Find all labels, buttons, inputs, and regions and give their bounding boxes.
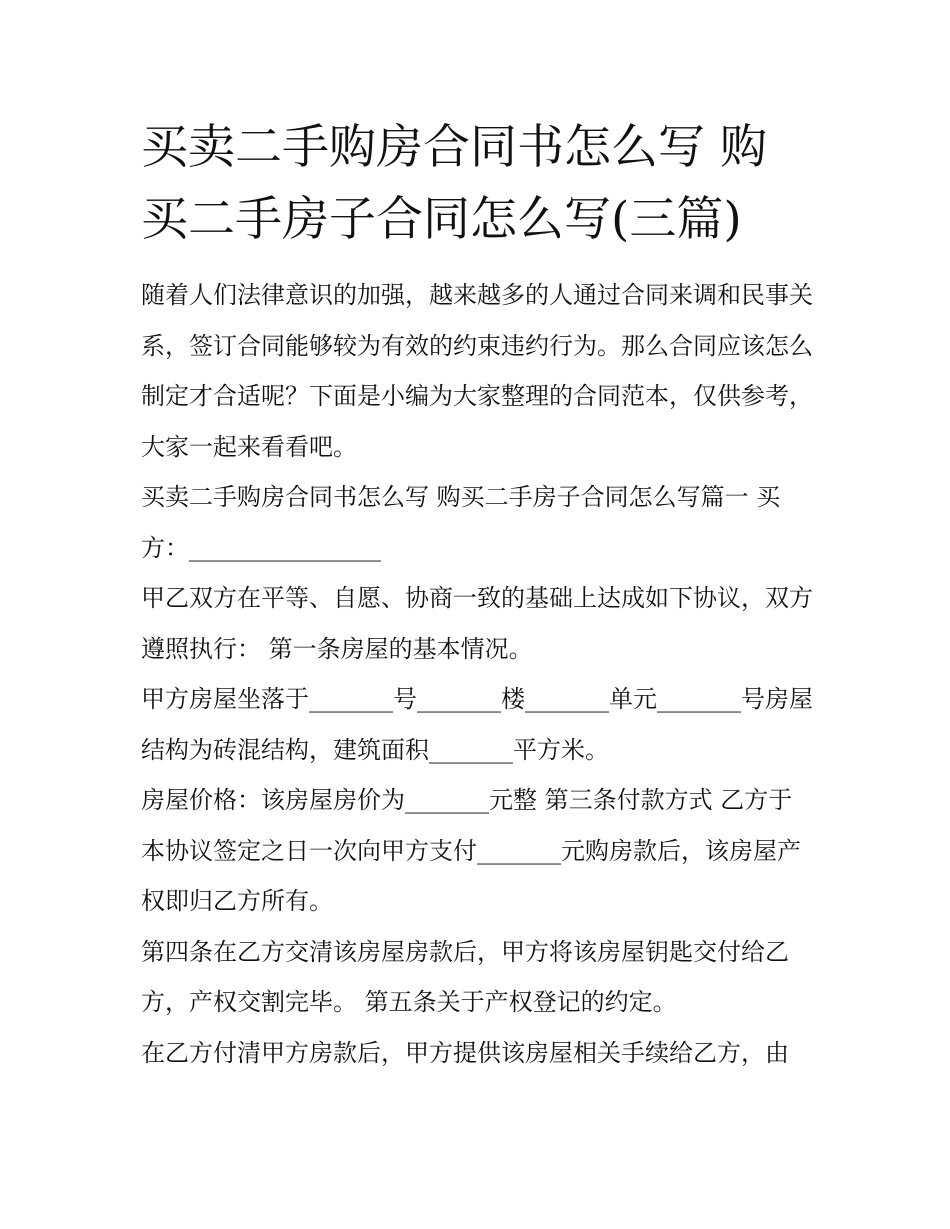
house-location-paragraph: 甲方房屋坐落于_______号_______楼_______单元_______号房屋结构为砖混结构，建筑面积_______平方米。 [141, 685, 813, 764]
key-handover-paragraph: 第四条在乙方交清该房屋房款后，甲方将该房屋钥匙交付给乙方，产权交割完毕。 第五条关于产权登记的约定。 [141, 937, 789, 1016]
agreement-paragraph: 甲乙双方在平等、自愿、协商一致的基础上达成如下协议，双方遵照执行： 第一条房屋的基本情况。 [141, 584, 813, 663]
price-payment-paragraph: 房屋价格：该房屋房价为_______元整 第三条付款方式 乙方于本协议签定之日一次向甲方支付_______元购房款后，该房屋产权即归乙方所有。 [141, 786, 801, 915]
document-title: 买卖二手购房合同书怎么写 购买二手房子合同怎么写(三篇) [141, 120, 767, 247]
intro-paragraph: 随着人们法律意识的加强，越来越多的人通过合同来调和民事关系，签订合同能够较为有效的约束违约行为。那么合同应该怎么制定才合适呢？下面是小编为大家整理的合同范本，仅供参考，大家一起来看看吧。 [141, 281, 813, 461]
registration-paragraph: 在乙方付清甲方房款后，甲方提供该房屋相关手续给乙方，由 [141, 1038, 789, 1067]
document-body [141, 112, 813, 1078]
section-heading-buyer-paragraph: 买卖二手购房合同书怎么写 购买二手房子合同怎么写篇一 买方：________________ [141, 483, 781, 562]
